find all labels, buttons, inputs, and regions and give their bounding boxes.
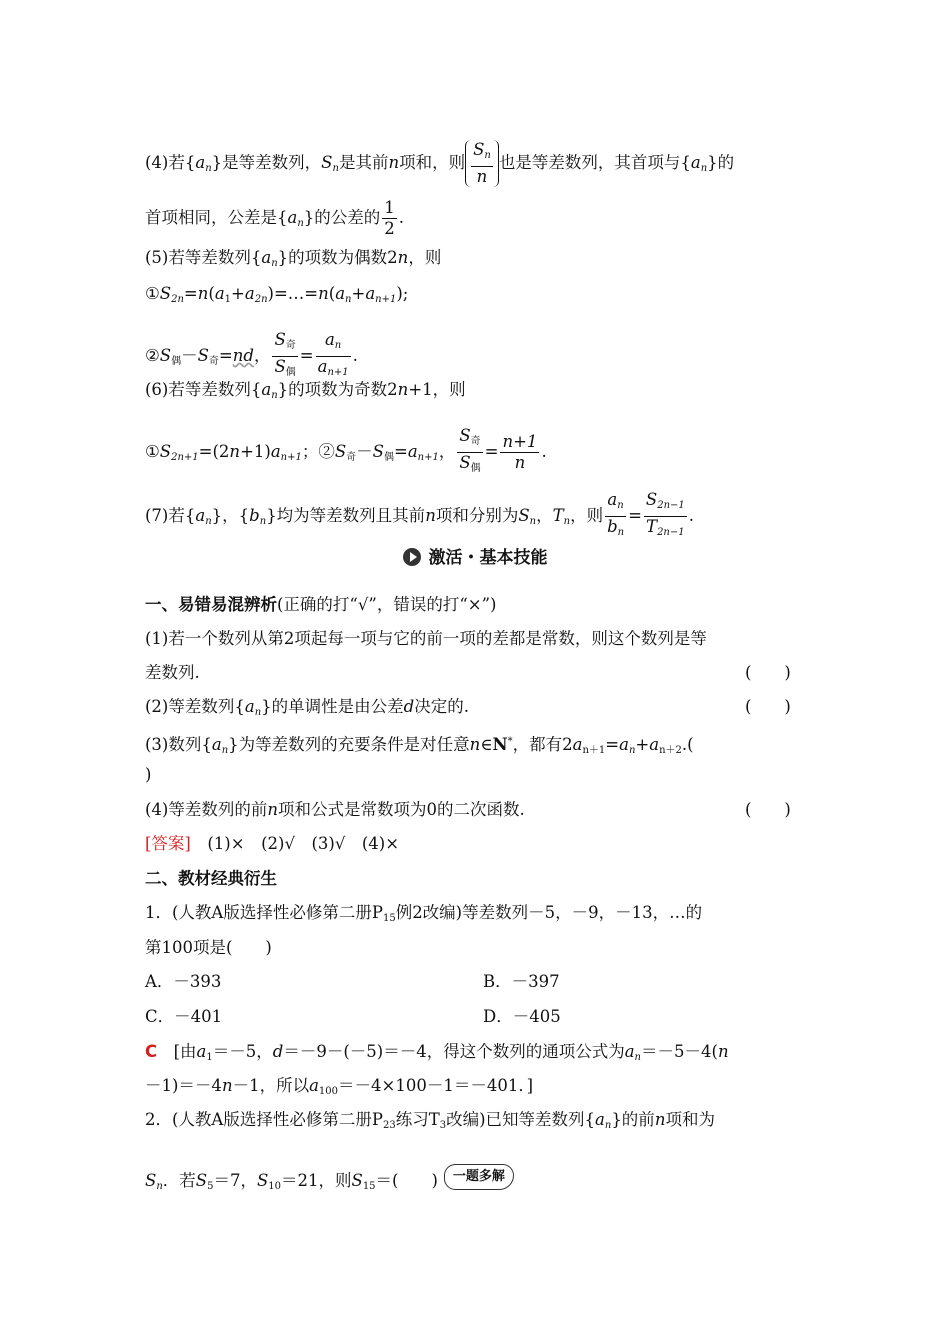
question-3-close[interactable]: ) [145,765,152,784]
solution-1-line1: C [由$a_1=-5$，d＝－9－(－5)＝－4，得这个数列的通项公式为$a_n=-5-4(n$ [145,1042,729,1063]
exercise-1-line2: 第100项是( ) [145,938,272,957]
sn-over-n-sequence: $\frac{S_n}{n}$ [465,140,499,187]
n-plus-1-over-n: $\frac{n+1}{n}$ [502,432,538,472]
part2-title: 二、教材经典衍生 [145,869,277,888]
property-6-items: $①S_{2n+1}=(2n+1)a_{n+1}$；$②S_奇-S_偶=a_{n+1}$， $\frac{S_奇}{S_偶}$ = $\frac{n+1}{n}$ . [145,426,547,479]
property-6-line: (6)若等差数列$\{a_n\}$的项数为奇数2n+1，则 [145,380,466,401]
question-4: (4)等差数列的前n项和公式是常数项为0的二次函数. [145,800,525,819]
solution-1-line2: －1)＝－4n－1，所以$a_{100}=-4\times 100-1=-401$．] [145,1076,534,1097]
term-ratio: $\frac{a_n}{a_{n+1}}$ [317,330,349,378]
option-c[interactable]: C．－401 [145,1007,223,1026]
property-4-line1: (4)若$\{a_n\}$是等差数列，$S_n$是其前n项和，则 $\frac{S_n}{n}$ 也是等差数列，其首项与$\{a_n\}$的 [145,140,735,186]
answer-blank-1[interactable]: ( ) [745,663,791,682]
property-5-line: (5)若等差数列$\{a_n\}$的项数为偶数2n，则 [145,248,442,269]
section-heading: 激活・基本技能 [145,543,805,568]
question-3: (3)数列$\{a_n\}$为等差数列的充要条件是对任意n∈N*，都有$2a_{n+1}=a_n+a_{n+2}$.( [145,735,694,756]
option-d[interactable]: D．－405 [483,1007,561,1026]
property-5-item2: $②S_偶-S_奇=nd$， $\frac{S_奇}{S_偶}$ = $\frac{a_n}{a_{n+1}}$ . [145,330,358,383]
property-5-item1: $①S_{2n}=n(a_1+a_{2n})=\dots=n(a_n+a_{n+1})$; [145,284,409,305]
property-7-line: (7)若$\{a_n\}$，$\{b_n\}$均为等差数列且其前n项和分别为$S_n$，$T_n$，则 $\frac{a_n}{b_n}$ = $\frac{S_{2n-1}}{T_{2n-1}}$ . [145,490,694,543]
question-1-line2: 差数列. [145,663,200,682]
s2n-over-t2n: $\frac{S_{2n-1}}{T_{2n-1}}$ [645,490,685,538]
answer-line-1: [答案] (1)× (2)√ (3)√ (4)× [145,834,400,853]
answer-blank-2[interactable]: ( ) [745,697,791,716]
multi-solution-badge: 一题多解 [444,1164,514,1190]
answer-blank-4[interactable]: ( ) [745,800,791,819]
odd-even-ratio-6: $\frac{S_奇}{S_偶}$ [459,426,481,474]
question-1-line1: (1)若一个数列从第2项起每一项与它的前一项的差都是常数，则这个数列是等 [145,629,707,648]
option-b[interactable]: B．－397 [483,972,560,991]
exercise-2-line1: 2．(人教A版选择性必修第二册$P_{23}$练习$T_3$改编)已知等差数列$\{a_n\}$的前n项和为 [145,1110,715,1131]
exercise-1-line1: 1．(人教A版选择性必修第二册$P_{15}$例2改编)等差数列－5，－9，－13，…的 [145,903,703,924]
question-2: (2)等差数列$\{a_n\}$的单调性是由公差d决定的. [145,697,469,718]
one-half-fraction: $\frac{1}{2}$ [384,198,395,238]
play-icon [403,548,421,566]
an-over-bn: $\frac{a_n}{b_n}$ [607,490,625,538]
odd-even-sum-ratio: $\frac{S_奇}{S_偶}$ [274,330,296,378]
part1-title: 一、易错易混辨析(正确的打“√”，错误的打“×”) [145,595,497,614]
option-a[interactable]: A．－393 [145,972,222,991]
exercise-2-line2: $S_n$．若$S_5=7$，$S_{10}=21$，则$S_{15}=$( ) 一题多解 [145,1164,514,1198]
property-4-line2: 首项相同，公差是$\{a_n\}$的公差的 $\frac{1}{2}$ . [145,198,405,238]
